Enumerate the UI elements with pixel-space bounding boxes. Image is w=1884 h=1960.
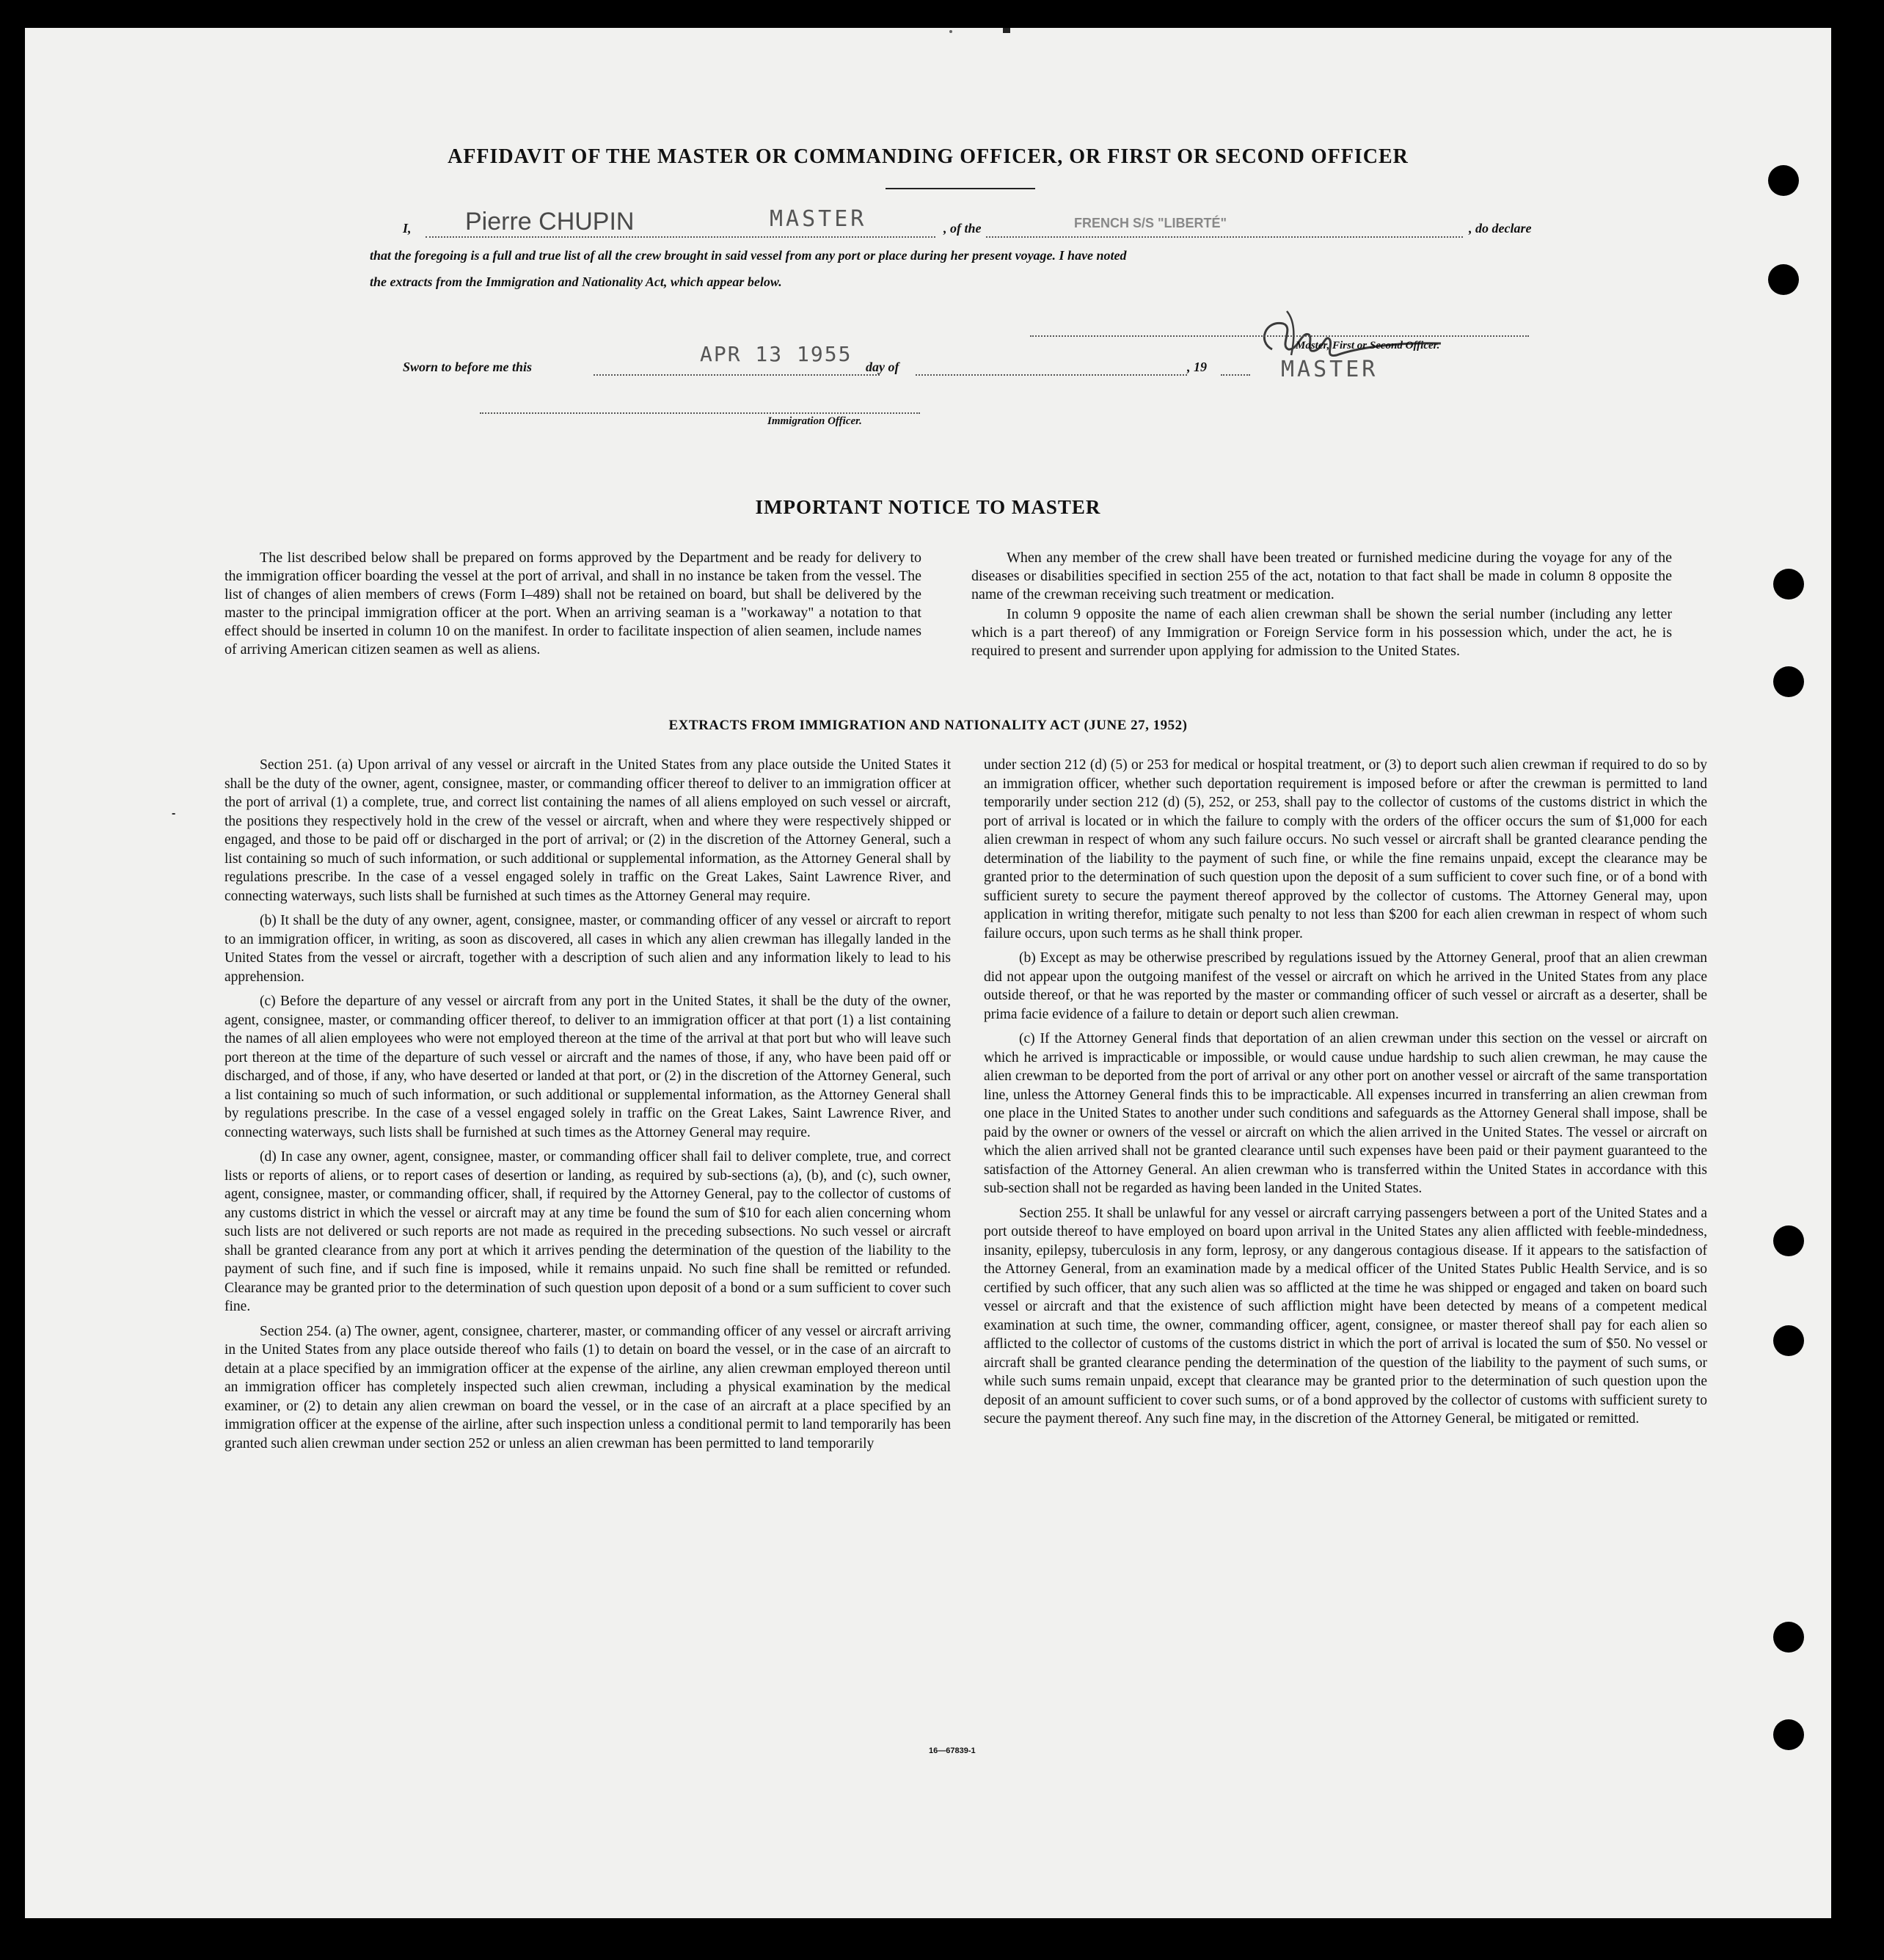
punch-hole — [1768, 264, 1799, 295]
punch-hole — [1773, 1719, 1804, 1750]
master-stamp: MASTER — [1281, 357, 1379, 382]
document-page — [25, 28, 1831, 1918]
immigration-officer-caption: Immigration Officer. — [767, 415, 862, 427]
punch-hole — [1773, 666, 1804, 697]
punch-hole — [1768, 165, 1799, 196]
extracts-left-column — [224, 756, 951, 1453]
scan-dot — [949, 30, 952, 33]
notice-paragraph: When any member of the crew shall have been treated or furnished medicine during the voyage for any of the diseases or disabilities specified in section 255 of the act, notation to that fact shall be made in column 8 opposite the name of the crewman receiving such treatment or medication. — [971, 550, 1672, 602]
immigration-officer-line — [480, 412, 920, 414]
vessel-name: FRENCH S/S "LIBERTÉ" — [1074, 216, 1227, 230]
punch-hole — [1773, 569, 1804, 600]
sworn-date-line — [594, 374, 880, 376]
section-paragraph: Section 255. It shall be unlawful for any vessel or aircraft carrying passengers between a port of the United States and a port outside thereof to have employed on board upon arrival in the United States any alien afflicted with feeble-mindedness, insanity, epilepsy, tuberculosis in any form, leprosy, or any dangerous contagious disease. If it appears to the satisfaction of the Attorney General, from an examination made by a medical officer of the United States Public Health Service, and is so certified by such officer, that any such alien was so afflicted at the time he was shipped or engaged and taken on board such vessel or aircraft and that the existence of such affliction might have been detected by means of a competent medical examination at such time, the owner, commanding officer, agent, consignee, or master thereof shall pay for each alien so afflicted to the collector of customs of the customs district in which the port of arrival is located the sum of $50. No vessel or aircraft shall be granted clearance pending the determination of the question of the liability to the payment of such sums, or while such sums remain unpaid, except that clearance may be granted prior to the determination of such question upon the deposit of an amount sufficient to cover such sums, or of a bond approved by the collector of customs with sufficient surety to secure the payment thereof. Any such fine may, in the discretion of the Attorney General, be mitigated or remitted. — [984, 1205, 1707, 1427]
section-paragraph: (c) Before the departure of any vessel or aircraft from any port in the United States, it shall be the duty of the owner, agent, consignee, master, or commanding officer thereof, to deliver to an immigration officer at that port (1) a list containing the names of all alien employees who were not employed thereon at the time of the arrival at that port but who will leave such port thereon at the time of the departure of such vessel or aircraft and the names of those, if any, who have been paid off or discharged, and of those, if any, who have deserted or landed at that port, or (2) in the discretion of the Attorney General, such a list containing so much of such information, or such additional or supplemental information, as the Attorney General shall by regulations prescribe. In the case of a vessel engaged solely in traffic on the Great Lakes, Saint Lawrence River, and connecting waterways, such lists shall be furnished at such times as the Attorney General may require. — [224, 994, 951, 1140]
declarant-name-line — [426, 236, 935, 238]
title-rule — [886, 188, 1035, 189]
master-signature-line — [1030, 335, 1529, 337]
day-of-label: day of — [866, 360, 899, 374]
master-signature-caption: Master, First or Second Officer. — [1296, 340, 1440, 351]
sworn-date-stamp: APR 13 1955 — [700, 342, 852, 366]
affidavit-line-3: the extracts from the Immigration and Nationality Act, which appear below. — [370, 274, 782, 289]
punch-hole — [1773, 1225, 1804, 1256]
section-paragraph: under section 212 (d) (5) or 253 for medical or hospital treatment, or (3) to deport such alien crewman if required to do so by an immigration officer, whether such deportation requirement is imposed before or after the crewman is permitted to land temporarily under section 212 (d) (5), 252, or 253, shall pay to the collector of customs of the customs district in which the port of arrival is located or in which the failure to comply with the orders of the officer occurs the sum of $1,000 for each alien crewman in respect of whom any such failure occurs. No such vessel or aircraft shall be granted clearance pending the determination of the liability to the payment of such fine, or while the fine remains unpaid, except the clearance may be granted prior to the determination of such question upon the deposit of a sum sufficient to cover such fine, or of a bond with sufficient surety to secure the payment thereof approved by the collector of customs. The Attorney General may, upon application in writing therefor, mitigate such penalty to not less than $200 for each alien crewman in respect of whom such failure occurs, upon such terms as he shall think proper. — [984, 757, 1707, 941]
notice-left-column — [224, 549, 921, 659]
punch-hole — [1773, 1622, 1804, 1653]
section-paragraph: Section 251. (a) Upon arrival of any vessel or aircraft in the United States from any place outside the United States it shall be the duty of the owner, agent, consignee, master, or commanding officer thereof to deliver to an immigration officer at the port of arrival (1) a complete, true, and correct list containing the names of all aliens employed on such vessel or aircraft, the positions they respectively hold in the crew of the vessel or aircraft, when and where they were respectively shipped or engaged, and those to be paid off or discharged in the port of arrival; or (2) in the discretion of the Attorney General, such a list containing so much of such information, or such additional or supplemental information, as the Attorney General shall by regulations prescribe. In the case of a vessel engaged solely in traffic on the Great Lakes, Saint Lawrence River, and connecting waterways, such lists shall be furnished at such times as the Attorney General may require. — [224, 757, 951, 904]
extracts-right-column — [984, 756, 1707, 1429]
section-paragraph: (d) In case any owner, agent, consignee, master, or commanding officer shall fail to deliver complete, true, and correct lists or reports of aliens, or to report cases of desertion or landing, as required by sub-sections (a), (b), and (c), such owner, agent, consignee, master, or commanding officer, shall, if required by the Attorney General, pay to the collector of customs of any customs district in which the vessel or aircraft may at any time be found the sum of $10 for each alien concerning whom such lists are not delivered or such reports are not made as required in the preceding subsections. No such vessel or aircraft shall be granted clearance from any port at which it arrives pending the determination of the question of the liability to the payment of such fine, and if such fine is imposed, while it remains unpaid. No such fine shall be remitted or refunded. Clearance may be granted prior to the determination of such question upon deposit of a bond or a sum sufficient to cover such fine. — [224, 1149, 951, 1314]
declarant-rank-stamp: MASTER — [770, 206, 867, 232]
declarant-name: Pierre CHUPIN — [465, 208, 635, 236]
affidavit-title: AFFIDAVIT OF THE MASTER OR COMMANDING OFFICER, OR FIRST OR SECOND OFFICER — [448, 145, 1409, 168]
notice-title: IMPORTANT NOTICE TO MASTER — [755, 496, 1101, 518]
sworn-label: Sworn to before me this — [403, 360, 533, 374]
notice-right-column — [971, 549, 1672, 660]
month-line — [916, 374, 1187, 376]
punch-hole — [1773, 1325, 1804, 1356]
year-label: , 19 — [1187, 360, 1207, 374]
section-paragraph: (b) Except as may be otherwise prescribed by regulations issued by the Attorney General, proof that an alien crewman did not appear upon the outgoing manifest of the vessel or aircraft on which he arrived in the United States from any place outside thereof, or that he was reported by the master or commanding officer of such vessel or aircraft as a deserter, shall be prima facie evidence of a failure to detain or deport such alien crewman. — [984, 950, 1707, 1022]
section-paragraph: (c) If the Attorney General finds that deportation of an alien crewman under this section on the vessel or aircraft on which he arrived is impracticable or impossible, or would cause undue hardship to such alien crewman, he may cause the alien crewman to be deported from the port of arrival or any other port on another vessel or aircraft of the same transportation line, unless the Attorney General finds this to be impracticable. All expenses incurred in transferring an alien crewman from one place in the United States to another under such conditions and safeguards as the Attorney General shall impose, shall be paid by the owner or owners of the vessel or aircraft on which the alien arrived in the United States. The vessel or aircraft on which the alien arrived shall not be granted clearance until such expenses have been paid or their payment guaranteed to the satisfaction of the Attorney General. An alien crewman who is transferred within the United States in accordance with this sub-section shall not be regarded as having been landed in the United States. — [984, 1031, 1707, 1196]
form-number: 16—67839-1 — [929, 1746, 976, 1755]
year-line — [1221, 374, 1250, 376]
of-the-label: , of the — [943, 221, 982, 236]
extracts-title: EXTRACTS FROM IMMIGRATION AND NATIONALITY ACT (JUNE 27, 1952) — [668, 718, 1188, 733]
section-paragraph: Section 254. (a) The owner, agent, consignee, charterer, master, or commanding officer of any vessel or aircraft arriving in the United States from any place outside thereof who fails (1) to detain on board the vessel, or in the case of an aircraft to detain at a place specified by an immigration officer at the expense of the airline, any alien crewman employed thereon until an immigration officer has completely inspected such alien crewman, including a physical examination by the medical examiner, or (2) to detain any alien crewman on board the vessel, or in the case of an aircraft at a place specified by an immigration officer at the expense of the airline, after such inspection unless a conditional permit to land temporarily has been granted such alien crewman under section 252 or unless an alien crewman has been permitted to land temporarily — [224, 1323, 951, 1451]
vessel-name-line — [986, 236, 1463, 238]
scan-mark — [1003, 28, 1010, 33]
declarant-prefix: I, — [403, 221, 412, 236]
notice-paragraph: The list described below shall be prepared on forms approved by the Department and be ready for delivery to the immigration officer boarding the vessel at the port of arrival, and shall in no instance be taken from the vessel. The list of changes of alien members of crews (Form I–489) shall not be retained on board, but shall be delivered by the master to the principal immigration officer at the port. When an arriving seaman is a "workaway" a notation to that effect should be inserted in column 10 on the manifest. In order to facilitate inspection of alien seamen, include names of arriving American citizen seamen as well as aliens. — [224, 550, 921, 657]
section-paragraph: (b) It shall be the duty of any owner, agent, consignee, master, or commanding officer of any vessel or aircraft to report to an immigration officer, in writing, as soon as discovered, all cases in which any alien crewman has illegally landed in the United States from the vessel or aircraft, together with a description of such alien and any information likely to lead to his apprehension. — [224, 913, 951, 985]
scan-speck: - — [172, 807, 176, 820]
notice-paragraph: In column 9 opposite the name of each alien crewman shall be shown the serial number (including any letter which is a part thereof) of any Immigration or Foreign Service form in his possession which, under the act, he is required to present and surrender upon applying for admission to the United States. — [971, 606, 1672, 659]
do-declare-label: , do declare — [1469, 221, 1532, 236]
affidavit-line-2: that the foregoing is a full and true list of all the crew brought in said vessel from any port or place during her present voyage. I have noted — [370, 248, 1127, 263]
